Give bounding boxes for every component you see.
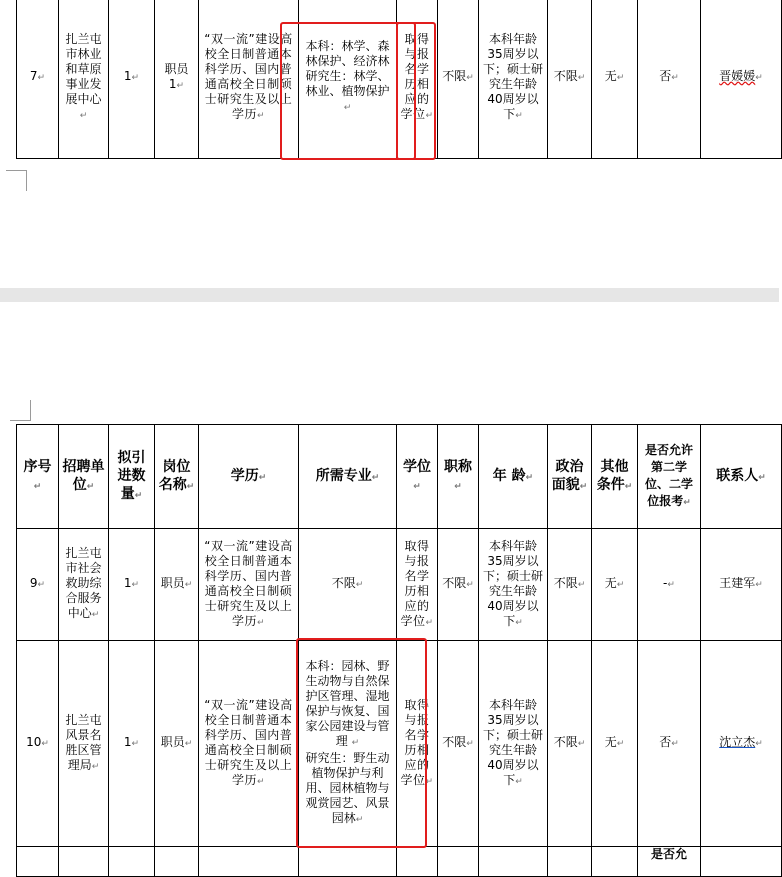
table-row — [17, 0, 782, 159]
cell-count: 1↵ — [109, 0, 155, 159]
cell-degree: 取得与报名学历相应的学位↵ — [397, 641, 438, 847]
table-row-partial — [17, 847, 782, 877]
cell-unit: 扎兰屯市林业和草原事业发展中心↵ — [59, 0, 109, 159]
cell-second-degree-partial: 是否允 — [638, 847, 701, 877]
cell-degree: 取得与报名学历相应的学位↵ — [397, 529, 438, 641]
cell-unit: 扎兰屯市社会救助综合服务中心↵ — [59, 529, 109, 641]
cell-politics: 不限↵ — [548, 529, 592, 641]
header-other: 其他条件↵ — [592, 425, 638, 529]
cell-contact[interactable]: 晋媛媛↵ — [701, 0, 782, 159]
header-post: 岗位名称↵ — [155, 425, 199, 529]
cell-major: 不限↵ — [299, 529, 397, 641]
cell-education: “双一流”建设高校全日制普通本科学历、国内普通高校全日制硕士研究生及以上学历↵ — [199, 0, 299, 159]
header-second-degree: 是否允许第二学位、二学位报考↵ — [638, 425, 701, 529]
document-page-upper — [0, 0, 779, 288]
cell-post: 职员↵ — [155, 529, 199, 641]
cell-count: 1↵ — [109, 641, 155, 847]
header-title: 职称↵ — [438, 425, 479, 529]
cell-count: 1↵ — [109, 529, 155, 641]
cell-degree: 取得与报名学历相应的学位↵ — [397, 0, 438, 159]
cell-major: 本科：林学、森林保护、经济林 研究生：林学、林业、植物保护↵ — [299, 0, 397, 159]
cell-education: “双一流”建设高校全日制普通本科学历、国内普通高校全日制硕士研究生及以上学历↵ — [199, 529, 299, 641]
header-no: 序号↵ — [17, 425, 59, 529]
header-age: 年 龄↵ — [479, 425, 548, 529]
cell-age: 本科年龄35周岁以下；硕士研究生年龄40周岁以下↵ — [479, 0, 548, 159]
document-page-lower — [0, 302, 779, 861]
page-gap — [0, 288, 779, 302]
cell-politics: 不限↵ — [548, 641, 592, 847]
header-contact: 联系人↵ — [701, 425, 782, 529]
header-degree: 学位↵ — [397, 425, 438, 529]
recruitment-table-continued — [16, 0, 782, 159]
cell-education: “双一流”建设高校全日制普通本科学历、国内普通高校全日制硕士研究生及以上学历↵ — [199, 641, 299, 847]
cell-second-degree: 否↵ — [638, 0, 701, 159]
cell-major: 本科：园林、野生动物与自然保护区管理、湿地保护与恢复、国家公园建设与管理 ↵ 研究生：野生动植物保护与利用、园林植物与观赏园艺、风景园林↵ — [299, 641, 397, 847]
recruitment-table — [16, 424, 782, 877]
margin-corner-mark — [10, 400, 31, 421]
cell-politics: 不限↵ — [548, 0, 592, 159]
cell-age: 本科年龄35周岁以下；硕士研究生年龄40周岁以下↵ — [479, 529, 548, 641]
cell-no: 7↵ — [17, 0, 59, 159]
cell-age: 本科年龄35周岁以下；硕士研究生年龄40周岁以下↵ — [479, 641, 548, 847]
table-row — [17, 529, 782, 641]
cell-title: 不限↵ — [438, 529, 479, 641]
cell-second-degree: -↵ — [638, 529, 701, 641]
cell-second-degree: 否↵ — [638, 641, 701, 847]
cell-title: 不限↵ — [438, 0, 479, 159]
cell-no: 10↵ — [17, 641, 59, 847]
header-major: 所需专业↵ — [299, 425, 397, 529]
table-header-row — [17, 425, 782, 529]
margin-corner-mark — [6, 170, 27, 191]
cell-no: 9↵ — [17, 529, 59, 641]
header-count: 拟引进数量↵ — [109, 425, 155, 529]
header-politics: 政治面貌↵ — [548, 425, 592, 529]
header-unit: 招聘单位↵ — [59, 425, 109, 529]
cell-unit: 扎兰屯风景名胜区管理局↵ — [59, 641, 109, 847]
table-row — [17, 641, 782, 847]
cell-title: 不限↵ — [438, 641, 479, 847]
cell-contact: 王建军↵ — [701, 529, 782, 641]
cell-other: 无↵ — [592, 0, 638, 159]
cell-contact[interactable]: 沈立杰↵ — [701, 641, 782, 847]
cell-other: 无↵ — [592, 641, 638, 847]
cell-post: 职员↵ — [155, 641, 199, 847]
cell-other: 无↵ — [592, 529, 638, 641]
header-education: 学历↵ — [199, 425, 299, 529]
cell-post: 职员1↵ — [155, 0, 199, 159]
